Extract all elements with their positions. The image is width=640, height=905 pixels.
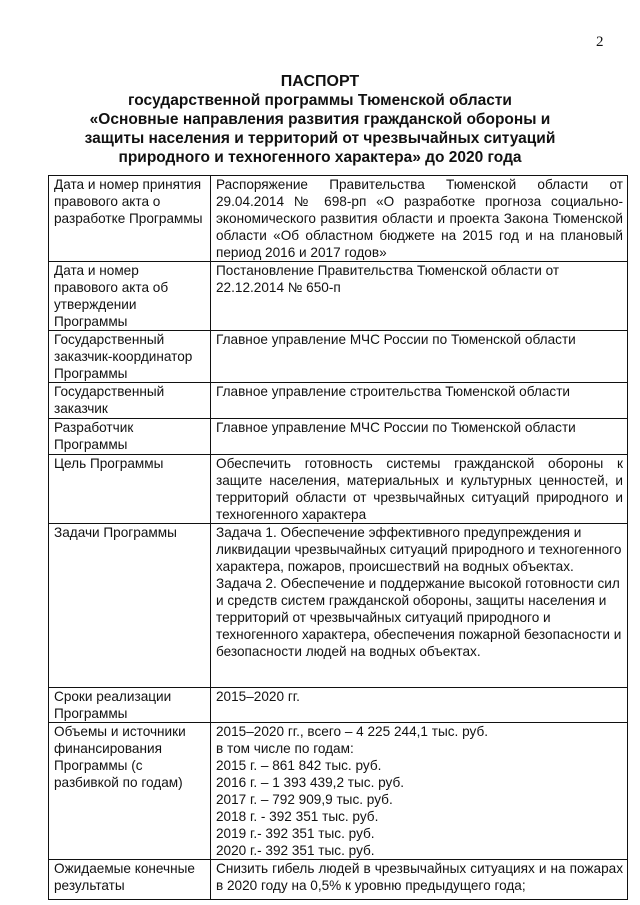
row-label-financing: Объемы и источники финансирования Программы (с разбивкой по годам) (49, 723, 211, 860)
row-label-goal: Цель Программы (49, 455, 211, 524)
row-label-timeframe: Сроки реализации Программы (49, 688, 211, 723)
task-2: Задача 2. Обеспечение и поддержание высокой готовности сил и средств систем гражданской обороны, защиты населения и территорий от чрезвычайных ситуаций природного и техногенного характера, обеспечения пожарной безопасности и безопасности людей на водных объектах. (216, 576, 622, 659)
row-label-approval-act: Дата и номер правового акта об утверждении Программы (49, 262, 211, 331)
row-value-adoption-act: Распоряжение Правительства Тюменской области от 29.04.2014 № 698-рп «О разработке прогноза социально-экономического развития области и проекта Закона Тюменской области «Об областном бюджете на 2015 год и на плановый период 2016 и 2017 годов» (211, 176, 628, 262)
table-row (49, 455, 628, 524)
title-line-4: природного и техногенного характера» до 2020 года (118, 149, 522, 166)
row-value-timeframe: 2015–2020 гг. (211, 688, 628, 723)
financing-line: 2018 г. - 392 351 тыс. руб. (216, 809, 379, 824)
title-line-2: «Основные направления развития гражданской обороны и (89, 111, 551, 128)
row-value-goal: Обеспечить готовность системы гражданской обороны к защите населения, материальных и культурных ценностей, и территорий области от чрезвычайных ситуаций природного и техногенного характера (211, 455, 628, 524)
table-row (49, 860, 628, 900)
row-value-approval-act: Постановление Правительства Тюменской области от 22.12.2014 № 650-п (211, 262, 628, 331)
title-line-3: защиты населения и территорий от чрезвычайных ситуаций (84, 130, 556, 147)
row-label-customer: Государственный заказчик (49, 383, 211, 419)
financing-line: 2020 г.- 392 351 тыс. руб. (216, 843, 375, 858)
title-heading: ПАСПОРТ (280, 73, 360, 90)
task-1: Задача 1. Обеспечение эффективного предупреждения и ликвидации чрезвычайных ситуаций природного и техногенного характера, пожаров, происшествий на водных объектах. (216, 525, 622, 574)
table-row (49, 331, 628, 383)
page-number: 2 (596, 34, 604, 50)
financing-line: 2015–2020 гг., всего – 4 225 244,1 тыс. руб. (216, 724, 489, 739)
passport-table (48, 175, 628, 900)
row-label-developer: Разработчик Программы (49, 419, 211, 455)
table-row (49, 723, 628, 860)
row-label-tasks: Задачи Программы (49, 524, 211, 688)
financing-line: 2019 г.- 392 351 тыс. руб. (216, 826, 375, 841)
table-row (49, 419, 628, 455)
row-label-adoption-act: Дата и номер принятия правового акта о разработке Программы (49, 176, 211, 262)
financing-line: 2015 г. – 861 842 тыс. руб. (216, 758, 382, 773)
row-value-coordinator: Главное управление МЧС России по Тюменской области (211, 331, 628, 383)
row-value-financing (211, 723, 628, 860)
title-line-1: государственной программы Тюменской области (128, 92, 512, 109)
document-title (0, 72, 640, 167)
table-row (49, 524, 628, 688)
row-label-coordinator: Государственный заказчик-координатор Программы (49, 331, 211, 383)
row-value-results: Снизить гибель людей в чрезвычайных ситуациях и на пожарах в 2020 году на 0,5% к уровню предыдущего года; (211, 860, 628, 900)
financing-line: 2016 г. – 1 393 439,2 тыс. руб. (216, 775, 405, 790)
row-value-customer: Главное управление строительства Тюменской области (211, 383, 628, 419)
table-row (49, 262, 628, 331)
table-row (49, 176, 628, 262)
row-value-tasks (211, 524, 628, 688)
table-row (49, 383, 628, 419)
financing-line: в том числе по годам: (216, 741, 354, 756)
row-value-developer: Главное управление МЧС России по Тюменской области (211, 419, 628, 455)
financing-line: 2017 г. – 792 909,9 тыс. руб. (216, 792, 393, 807)
row-label-results: Ожидаемые конечные результаты (49, 860, 211, 900)
table-row (49, 688, 628, 723)
